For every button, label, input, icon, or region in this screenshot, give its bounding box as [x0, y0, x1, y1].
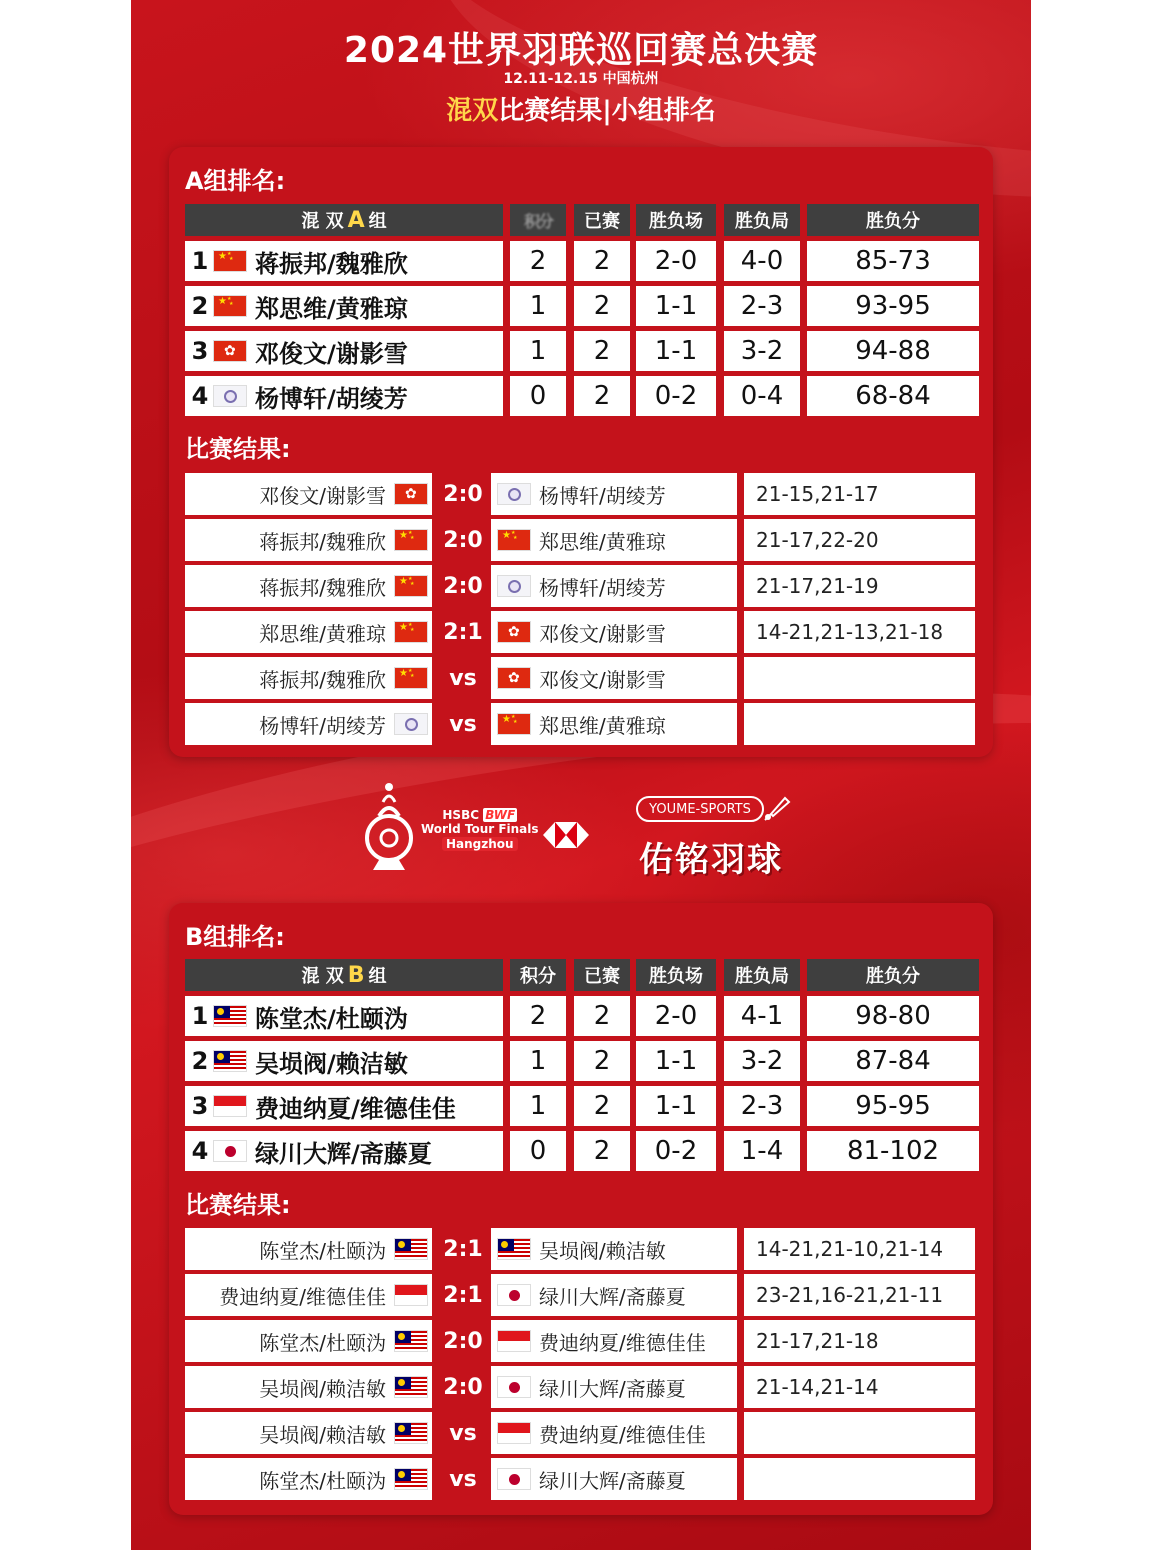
china-flag-icon: ★ ★ ★	[394, 667, 428, 689]
indonesia-flag-icon	[394, 1284, 428, 1306]
result-right-team	[491, 519, 737, 561]
result-left-team	[185, 473, 432, 515]
result-left-name: 邓俊文/谢影雪	[259, 483, 386, 508]
result-game-scores	[744, 1412, 975, 1454]
team-name: 费迪纳夏/维德佳佳	[255, 1094, 456, 1123]
japan-flag-icon	[497, 1376, 531, 1398]
group-b-standings-label: B组排名:	[185, 923, 285, 951]
hong-kong-flag-icon: ✿	[394, 483, 428, 505]
result-right-team	[491, 611, 737, 653]
standings-cell-matches: 0-2	[636, 1131, 716, 1171]
result-right-name: 费迪纳夏/维德佳佳	[539, 1422, 706, 1447]
standings-cell-games: 4-1	[724, 996, 800, 1036]
standings-cell-played: 2	[574, 241, 630, 281]
hangzhou-text: Hangzhou	[442, 837, 518, 851]
standings-cell-score: 68-84	[807, 376, 979, 416]
standings-cell-score: 98-80	[807, 996, 979, 1036]
malaysia-flag-icon	[213, 1005, 247, 1027]
standings-header-points	[510, 204, 566, 236]
result-score: vs	[449, 1466, 477, 1492]
standings-row-team	[185, 376, 503, 416]
standings-cell-score: 95-95	[807, 1086, 979, 1126]
result-right-team	[491, 1228, 737, 1270]
result-game-scores: 21-17,22-20	[744, 519, 975, 561]
standings-cell-games: 3-2	[724, 331, 800, 371]
rank-number: 3	[191, 337, 209, 365]
result-left-name: 费迪纳夏/维德佳佳	[219, 1284, 386, 1309]
header-pre: 混 双	[301, 211, 344, 232]
malaysia-flag-icon	[213, 1050, 247, 1072]
standings-row-team	[185, 1086, 503, 1126]
result-right-team	[491, 1366, 737, 1408]
rank-number: 3	[191, 1092, 209, 1120]
result-left-name: 陈堂杰/杜颐沩	[259, 1238, 386, 1263]
result-left-team	[185, 657, 432, 699]
result-right-name: 邓俊文/谢影雪	[539, 667, 666, 692]
result-right-team	[491, 703, 737, 745]
group-a-panel	[169, 147, 993, 757]
standings-cell-score: 94-88	[807, 331, 979, 371]
result-right-team	[491, 1412, 737, 1454]
blurred-points-label: 积分	[523, 211, 552, 231]
standings-row-team	[185, 1131, 503, 1171]
result-left-team	[185, 1412, 432, 1454]
standings-row-team	[185, 286, 503, 326]
result-left-team	[185, 611, 432, 653]
result-right-team	[491, 565, 737, 607]
result-score: vs	[449, 665, 477, 691]
result-left-name: 吴埙阀/赖洁敏	[259, 1422, 386, 1447]
result-game-scores: 14-21,21-10,21-14	[744, 1228, 975, 1270]
standings-cell-played: 2	[574, 331, 630, 371]
chinese-taipei-flag-icon	[497, 575, 531, 597]
china-flag-icon: ★ ★ ★	[394, 575, 428, 597]
malaysia-flag-icon	[394, 1238, 428, 1260]
malaysia-flag-icon	[394, 1468, 428, 1490]
standings-header-game-wl: 胜负局	[724, 959, 800, 991]
team-name: 郑思维/黄雅琼	[255, 294, 408, 323]
standings-cell-score: 87-84	[807, 1041, 979, 1081]
result-right-name: 杨博轩/胡绫芳	[539, 575, 666, 600]
result-left-name: 蒋振邦/魏雅欣	[259, 529, 386, 554]
result-left-name: 郑思维/黄雅琼	[259, 621, 386, 646]
team-name: 吴埙阀/赖洁敏	[255, 1049, 408, 1078]
standings-cell-matches: 0-2	[636, 376, 716, 416]
group-a-standings-label: A组排名:	[185, 167, 286, 195]
team-name: 绿川大辉/斋藤夏	[255, 1139, 432, 1168]
standings-cell-played: 2	[574, 376, 630, 416]
result-score: 2:0	[443, 527, 483, 553]
world-tour-finals-text: World Tour Finals	[421, 822, 539, 836]
standings-cell-matches: 1-1	[636, 331, 716, 371]
team-name: 邓俊文/谢影雪	[255, 339, 408, 368]
result-left-team	[185, 1366, 432, 1408]
standings-cell-score: 85-73	[807, 241, 979, 281]
rank-number: 4	[191, 382, 209, 410]
standings-header-match-wl: 胜负场	[636, 959, 716, 991]
standings-cell-played: 2	[574, 1041, 630, 1081]
result-right-name: 杨博轩/胡绫芳	[539, 483, 666, 508]
team-name: 蒋振邦/魏雅欣	[255, 249, 408, 278]
china-flag-icon: ★ ★ ★	[497, 713, 531, 735]
standings-cell-points: 1	[510, 1041, 566, 1081]
hsbc-bwf-logo	[421, 808, 539, 851]
youme-chinese-name: 佑铭羽球	[639, 840, 783, 880]
indonesia-flag-icon	[497, 1422, 531, 1444]
standings-header-played: 已赛	[574, 959, 630, 991]
china-flag-icon: ★ ★ ★	[213, 250, 247, 272]
result-score: 2:0	[443, 573, 483, 599]
hsbc-word: HSBC	[442, 808, 480, 822]
standings-header-points: 积分	[510, 959, 566, 991]
standings-cell-played: 2	[574, 1086, 630, 1126]
rank-number: 1	[191, 1002, 209, 1030]
result-game-scores	[744, 703, 975, 745]
result-left-team	[185, 1274, 432, 1316]
result-left-team	[185, 1320, 432, 1362]
chinese-taipei-flag-icon	[394, 713, 428, 735]
standings-cell-points: 1	[510, 331, 566, 371]
china-flag-icon: ★ ★ ★	[213, 295, 247, 317]
standings-cell-score: 81-102	[807, 1131, 979, 1171]
standings-cell-matches: 1-1	[636, 1086, 716, 1126]
result-score: 2:1	[443, 1236, 483, 1262]
result-score: 2:0	[443, 1374, 483, 1400]
header-group-letter: A	[347, 207, 365, 233]
header-post: 组	[368, 211, 387, 232]
hong-kong-flag-icon: ✿	[497, 667, 531, 689]
standings-cell-points: 1	[510, 286, 566, 326]
standings-header-team	[185, 204, 503, 236]
standings-cell-played: 2	[574, 286, 630, 326]
team-name: 杨博轩/胡绫芳	[255, 384, 408, 413]
standings-cell-points: 0	[510, 1131, 566, 1171]
result-score: 2:1	[443, 619, 483, 645]
results-title-rest: 比赛结果|小组排名	[498, 96, 716, 126]
result-left-name: 吴埙阀/赖洁敏	[259, 1376, 386, 1401]
standings-cell-played: 2	[574, 996, 630, 1036]
malaysia-flag-icon	[394, 1422, 428, 1444]
standings-cell-matches: 2-0	[636, 996, 716, 1036]
china-flag-icon: ★ ★ ★	[394, 529, 428, 551]
standings-cell-games: 2-3	[724, 286, 800, 326]
result-right-name: 郑思维/黄雅琼	[539, 529, 666, 554]
standings-cell-matches: 2-0	[636, 241, 716, 281]
result-left-team	[185, 703, 432, 745]
rank-number: 4	[191, 1137, 209, 1165]
result-game-scores	[744, 1458, 975, 1500]
malaysia-flag-icon	[394, 1376, 428, 1398]
result-left-name: 杨博轩/胡绫芳	[259, 713, 386, 738]
standings-cell-points: 2	[510, 996, 566, 1036]
result-right-name: 绿川大辉/斋藤夏	[539, 1376, 686, 1401]
standings-header-point-wl: 胜负分	[807, 959, 979, 991]
standings-row-team	[185, 1041, 503, 1081]
china-flag-icon: ★ ★ ★	[497, 529, 531, 551]
result-game-scores: 23-21,16-21,21-11	[744, 1274, 975, 1316]
result-left-team	[185, 519, 432, 561]
malaysia-flag-icon	[394, 1330, 428, 1352]
header-group-letter: B	[347, 962, 365, 988]
header-pre: 混 双	[301, 966, 344, 987]
standings-cell-games: 1-4	[724, 1131, 800, 1171]
result-game-scores: 21-17,21-18	[744, 1320, 975, 1362]
result-left-team	[185, 1458, 432, 1500]
standings-cell-points: 0	[510, 376, 566, 416]
bwf-word: BWF	[485, 808, 516, 822]
result-score: vs	[449, 1420, 477, 1446]
result-left-team	[185, 565, 432, 607]
event-title: 2024世界羽联巡回赛总决赛	[343, 30, 819, 71]
indonesia-flag-icon	[497, 1330, 531, 1352]
result-game-scores: 21-17,21-19	[744, 565, 975, 607]
standings-header-match-wl: 胜负场	[636, 204, 716, 236]
chinese-taipei-flag-icon	[497, 483, 531, 505]
china-flag-icon: ★ ★ ★	[394, 621, 428, 643]
standings-row-team	[185, 331, 503, 371]
hsbc-hexagon-icon	[543, 822, 589, 848]
standings-row-team	[185, 241, 503, 281]
standings-header-game-wl: 胜负局	[724, 204, 800, 236]
standings-row-team	[185, 996, 503, 1036]
result-right-team	[491, 473, 737, 515]
team-name: 陈堂杰/杜颐沩	[255, 1004, 408, 1033]
result-right-name: 邓俊文/谢影雪	[539, 621, 666, 646]
japan-flag-icon	[213, 1140, 247, 1162]
result-score: vs	[449, 711, 477, 737]
rank-number: 2	[191, 292, 209, 320]
result-right-team	[491, 1458, 737, 1500]
japan-flag-icon	[497, 1468, 531, 1490]
event-date-location: 12.11-12.15 中国杭州	[503, 71, 659, 87]
standings-cell-played: 2	[574, 1131, 630, 1171]
standings-cell-games: 0-4	[724, 376, 800, 416]
result-right-name: 费迪纳夏/维德佳佳	[539, 1330, 706, 1355]
rank-number: 2	[191, 1047, 209, 1075]
hong-kong-flag-icon: ✿	[213, 340, 247, 362]
standings-cell-points: 2	[510, 241, 566, 281]
result-score: 2:1	[443, 1282, 483, 1308]
standings-cell-games: 4-0	[724, 241, 800, 281]
hong-kong-flag-icon: ✿	[497, 621, 531, 643]
result-left-name: 陈堂杰/杜颐沩	[259, 1468, 386, 1493]
standings-cell-games: 2-3	[724, 1086, 800, 1126]
shuttlecock-icon	[761, 794, 791, 824]
result-left-name: 蒋振邦/魏雅欣	[259, 667, 386, 692]
result-right-team	[491, 1320, 737, 1362]
result-right-name: 郑思维/黄雅琼	[539, 713, 666, 738]
group-b-results-label: 比赛结果:	[185, 1191, 291, 1219]
rank-number: 1	[191, 247, 209, 275]
group-b-panel	[169, 903, 993, 1515]
result-right-name: 绿川大辉/斋藤夏	[539, 1284, 686, 1309]
standings-header-point-wl: 胜负分	[807, 204, 979, 236]
malaysia-flag-icon	[497, 1238, 531, 1260]
results-title	[131, 90, 1031, 127]
result-right-name: 绿川大辉/斋藤夏	[539, 1468, 686, 1493]
group-a-results-label: 比赛结果:	[185, 435, 291, 463]
japan-flag-icon	[497, 1284, 531, 1306]
result-left-name: 陈堂杰/杜颐沩	[259, 1330, 386, 1355]
result-score: 2:0	[443, 481, 483, 507]
standings-cell-matches: 1-1	[636, 1041, 716, 1081]
standings-header-team	[185, 959, 503, 991]
standings-cell-points: 1	[510, 1086, 566, 1126]
result-right-name: 吴埙阀/赖洁敏	[539, 1238, 666, 1263]
sponsor-logos	[131, 778, 1031, 878]
result-right-team	[491, 1274, 737, 1316]
result-left-team	[185, 1228, 432, 1270]
result-left-name: 蒋振邦/魏雅欣	[259, 575, 386, 600]
youme-sports-badge: YOUME-SPORTS	[636, 796, 764, 822]
indonesia-flag-icon	[213, 1095, 247, 1117]
result-game-scores: 21-15,21-17	[744, 473, 975, 515]
results-title-highlight: 混双	[446, 96, 499, 126]
poster	[131, 0, 1031, 1550]
header-post: 组	[368, 966, 387, 987]
result-game-scores: 21-14,21-14	[744, 1366, 975, 1408]
standings-cell-matches: 1-1	[636, 286, 716, 326]
standings-cell-score: 93-95	[807, 286, 979, 326]
result-game-scores	[744, 657, 975, 699]
chinese-taipei-flag-icon	[213, 385, 247, 407]
result-game-scores: 14-21,21-13,21-18	[744, 611, 975, 653]
standings-header-played: 已赛	[574, 204, 630, 236]
result-right-team	[491, 657, 737, 699]
hangzhou-tower-logo-icon	[363, 780, 415, 876]
standings-cell-games: 3-2	[724, 1041, 800, 1081]
result-score: 2:0	[443, 1328, 483, 1354]
